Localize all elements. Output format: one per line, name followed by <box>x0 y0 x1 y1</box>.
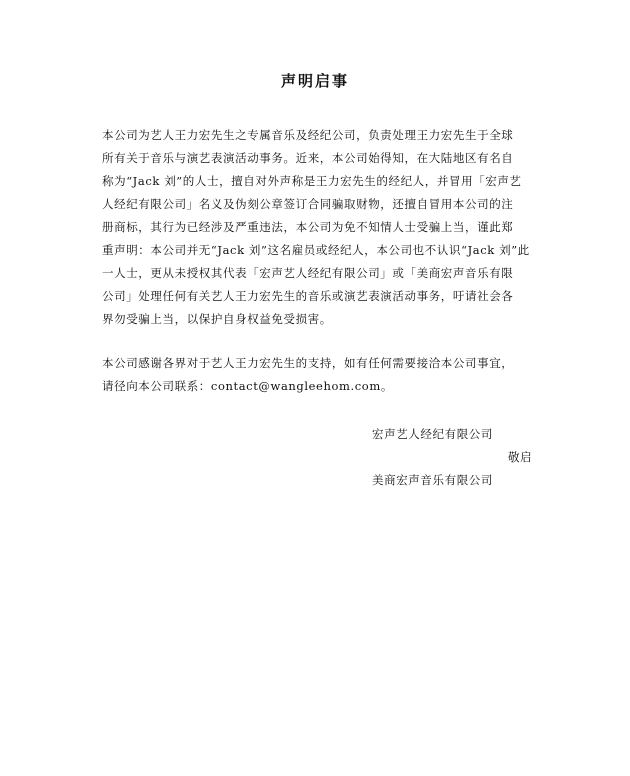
signature-closing: 敬启 <box>508 450 533 464</box>
paragraph1-line-8: 公司」处理任何有关艺人王力宏先生的音乐或演艺表演活动事务，吁请社会各 <box>102 289 514 303</box>
paragraph1-line-5: 册商标，其行为已经涉及严重违法，本公司为免不知情人士受骗上当，谨此郑 <box>102 220 514 234</box>
paragraph1-line-1: 本公司为艺人王力宏先生之专属音乐及经纪公司，负责处理王力宏先生于全球 <box>102 128 514 142</box>
paragraph1-line-9: 界勿受骗上当，以保护自身权益免受损害。 <box>102 312 332 326</box>
paragraph2-line-2: 请径向本公司联系：contact@wangleehom.com。 <box>102 379 393 393</box>
paragraph1-line-3: 称为“Jack 刘”的人士，擅自对外声称是王力宏先生的经纪人，并冒用「宏声艺 <box>102 174 522 188</box>
document-title: 声明启事 <box>280 72 349 90</box>
paragraph1-line-6: 重声明：本公司并无“Jack 刘”这名雇员或经纪人，本公司也不认识“Jack 刘”此 <box>102 243 530 257</box>
signature-company-1: 宏声艺人经纪有限公司 <box>372 427 493 441</box>
paragraph1-line-4: 人经纪有限公司」名义及伪刻公章签订合同骗取财物，还擅自冒用本公司的注 <box>102 197 514 211</box>
paragraph2-line-1: 本公司感谢各界对于艺人王力宏先生的支持，如有任何需要接洽本公司事宜， <box>102 356 514 370</box>
signature-company-2: 美商宏声音乐有限公司 <box>372 473 493 487</box>
paragraph1-line-7: 一人士，更从未授权其代表「宏声艺人经纪有限公司」或「美商宏声音乐有限 <box>102 266 514 280</box>
paragraph1-line-2: 所有关于音乐与演艺表演活动事务。近来，本公司始得知，在大陆地区有名自 <box>102 151 514 165</box>
